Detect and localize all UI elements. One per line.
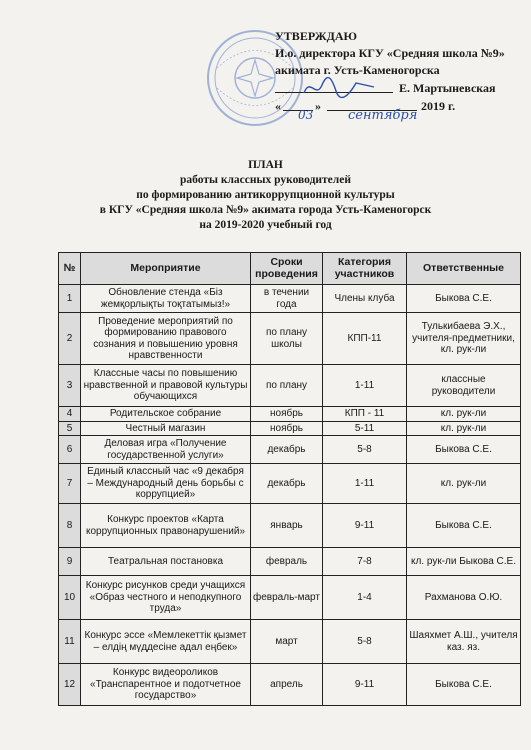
title-line-5: на 2019-2020 учебный год bbox=[199, 219, 332, 231]
cell-responsible: Быкова С.Е. bbox=[407, 504, 521, 548]
cell-responsible: классные руководители bbox=[407, 365, 521, 407]
cell-event: Проведение мероприятий по формированию правового сознания и повышению уровня нравственности bbox=[81, 313, 251, 365]
date-year: 2019 г. bbox=[421, 99, 456, 113]
table-row bbox=[59, 421, 521, 436]
cell-when: ноябрь bbox=[251, 421, 323, 436]
cell-responsible: Рахманова О.Ю. bbox=[407, 576, 521, 620]
header-when: Сроки проведения bbox=[251, 253, 323, 285]
cell-responsible: Быкова С.Е. bbox=[407, 285, 521, 313]
cell-responsible: Быкова С.Е. bbox=[407, 664, 521, 706]
cell-when: январь bbox=[251, 504, 323, 548]
cell-number: 5 bbox=[59, 421, 81, 436]
cell-event: Родительское собрание bbox=[81, 407, 251, 422]
cell-when: декабрь bbox=[251, 464, 323, 504]
cell-participants: 9-11 bbox=[323, 504, 407, 548]
cell-responsible: кл. рук-ли bbox=[407, 407, 521, 422]
header-responsible: Ответственные bbox=[407, 253, 521, 285]
table-row bbox=[59, 464, 521, 504]
cell-when: по плану школы bbox=[251, 313, 323, 365]
cell-participants: Члены клуба bbox=[323, 285, 407, 313]
plan-table bbox=[58, 252, 521, 706]
cell-participants: 5-8 bbox=[323, 436, 407, 464]
cell-event: Обновление стенда «Біз жемқорлықты тоқтатымыз!» bbox=[81, 285, 251, 313]
title-line-2: работы классных руководителей bbox=[180, 174, 351, 186]
table-row bbox=[59, 664, 521, 706]
cell-responsible: кл. рук-ли Быкова С.Е. bbox=[407, 548, 521, 576]
title-line-3: по формированию антикоррупционной культуры bbox=[136, 189, 395, 201]
cell-event: Единый классный час «9 декабря – Международный день борьбы с коррупцией» bbox=[81, 464, 251, 504]
cell-when: февраль bbox=[251, 548, 323, 576]
cell-event: Театральная постановка bbox=[81, 548, 251, 576]
handwritten-day: 03 bbox=[298, 108, 314, 122]
handwritten-signature-icon bbox=[300, 75, 380, 101]
table-row bbox=[59, 407, 521, 422]
cell-number: 3 bbox=[59, 365, 81, 407]
approval-heading: УТВЕРЖДАЮ bbox=[275, 29, 358, 43]
header-number: № bbox=[59, 253, 81, 285]
cell-number: 11 bbox=[59, 620, 81, 664]
date-open-quote: « bbox=[275, 99, 281, 113]
signatory-name: Е. Мартыневская bbox=[399, 81, 496, 95]
cell-when: март bbox=[251, 620, 323, 664]
cell-participants: 1-11 bbox=[323, 464, 407, 504]
cell-number: 12 bbox=[59, 664, 81, 706]
table-row bbox=[59, 285, 521, 313]
cell-event: Классные часы по повышению нравственной и правовой культуры обучающихся bbox=[81, 365, 251, 407]
cell-when: февраль-март bbox=[251, 576, 323, 620]
table-row bbox=[59, 548, 521, 576]
cell-number: 7 bbox=[59, 464, 81, 504]
date-mid-quote: » bbox=[315, 99, 321, 113]
approval-position-line1: И.о. директора КГУ «Средняя школа №9» bbox=[275, 46, 505, 60]
cell-event: Конкурс проектов «Карта коррупционных правонарушений» bbox=[81, 504, 251, 548]
cell-event: Конкурс эссе «Мемлекеттік қызмет – елдің мүддесіне адал еңбек» bbox=[81, 620, 251, 664]
cell-participants: 7-8 bbox=[323, 548, 407, 576]
cell-event: Честный магазин bbox=[81, 421, 251, 436]
cell-number: 10 bbox=[59, 576, 81, 620]
cell-participants: 9-11 bbox=[323, 664, 407, 706]
cell-participants: 1-4 bbox=[323, 576, 407, 620]
cell-when: ноябрь bbox=[251, 407, 323, 422]
cell-responsible: Быкова С.Е. bbox=[407, 436, 521, 464]
table-row bbox=[59, 620, 521, 664]
approval-position-line2: акимата г. Усть-Каменогорска bbox=[275, 63, 440, 77]
cell-participants: 1-11 bbox=[323, 365, 407, 407]
cell-when: по плану bbox=[251, 365, 323, 407]
approval-block bbox=[275, 28, 505, 115]
plan-title bbox=[0, 158, 531, 233]
cell-number: 4 bbox=[59, 407, 81, 422]
table-row bbox=[59, 504, 521, 548]
cell-when: декабрь bbox=[251, 436, 323, 464]
title-line-1: ПЛАН bbox=[248, 159, 283, 171]
table-row bbox=[59, 576, 521, 620]
table-row bbox=[59, 436, 521, 464]
header-event: Мероприятие bbox=[81, 253, 251, 285]
cell-number: 1 bbox=[59, 285, 81, 313]
title-line-4: в КГУ «Средняя школа №9» акимата города Усть-Каменогорск bbox=[99, 204, 432, 216]
handwritten-date-icon bbox=[290, 103, 420, 127]
cell-event: Конкурс видеороликов «Транспарентное и подотчетное государство» bbox=[81, 664, 251, 706]
header-participants: Категория участников bbox=[323, 253, 407, 285]
cell-participants: 5-11 bbox=[323, 421, 407, 436]
cell-participants: КПП-11 bbox=[323, 313, 407, 365]
cell-when: апрель bbox=[251, 664, 323, 706]
cell-number: 9 bbox=[59, 548, 81, 576]
cell-number: 6 bbox=[59, 436, 81, 464]
cell-responsible: Тулькибаева Э.Х., учителя-предметники, кл. рук-ли bbox=[407, 313, 521, 365]
table-header-row bbox=[59, 253, 521, 285]
cell-event: Деловая игра «Получение государственной услуги» bbox=[81, 436, 251, 464]
cell-when: в течении года bbox=[251, 285, 323, 313]
cell-number: 8 bbox=[59, 504, 81, 548]
cell-responsible: кл. рук-ли bbox=[407, 464, 521, 504]
cell-participants: КПП - 11 bbox=[323, 407, 407, 422]
table-row bbox=[59, 313, 521, 365]
cell-responsible: Шаяхмет А.Ш., учителя каз. яз. bbox=[407, 620, 521, 664]
cell-number: 2 bbox=[59, 313, 81, 365]
cell-participants: 5-8 bbox=[323, 620, 407, 664]
table-row bbox=[59, 365, 521, 407]
handwritten-month: сентября bbox=[348, 108, 418, 123]
cell-responsible: кл. рук-ли bbox=[407, 421, 521, 436]
cell-event: Конкурс рисунков среди учащихся «Образ честного и неподкупного труда» bbox=[81, 576, 251, 620]
